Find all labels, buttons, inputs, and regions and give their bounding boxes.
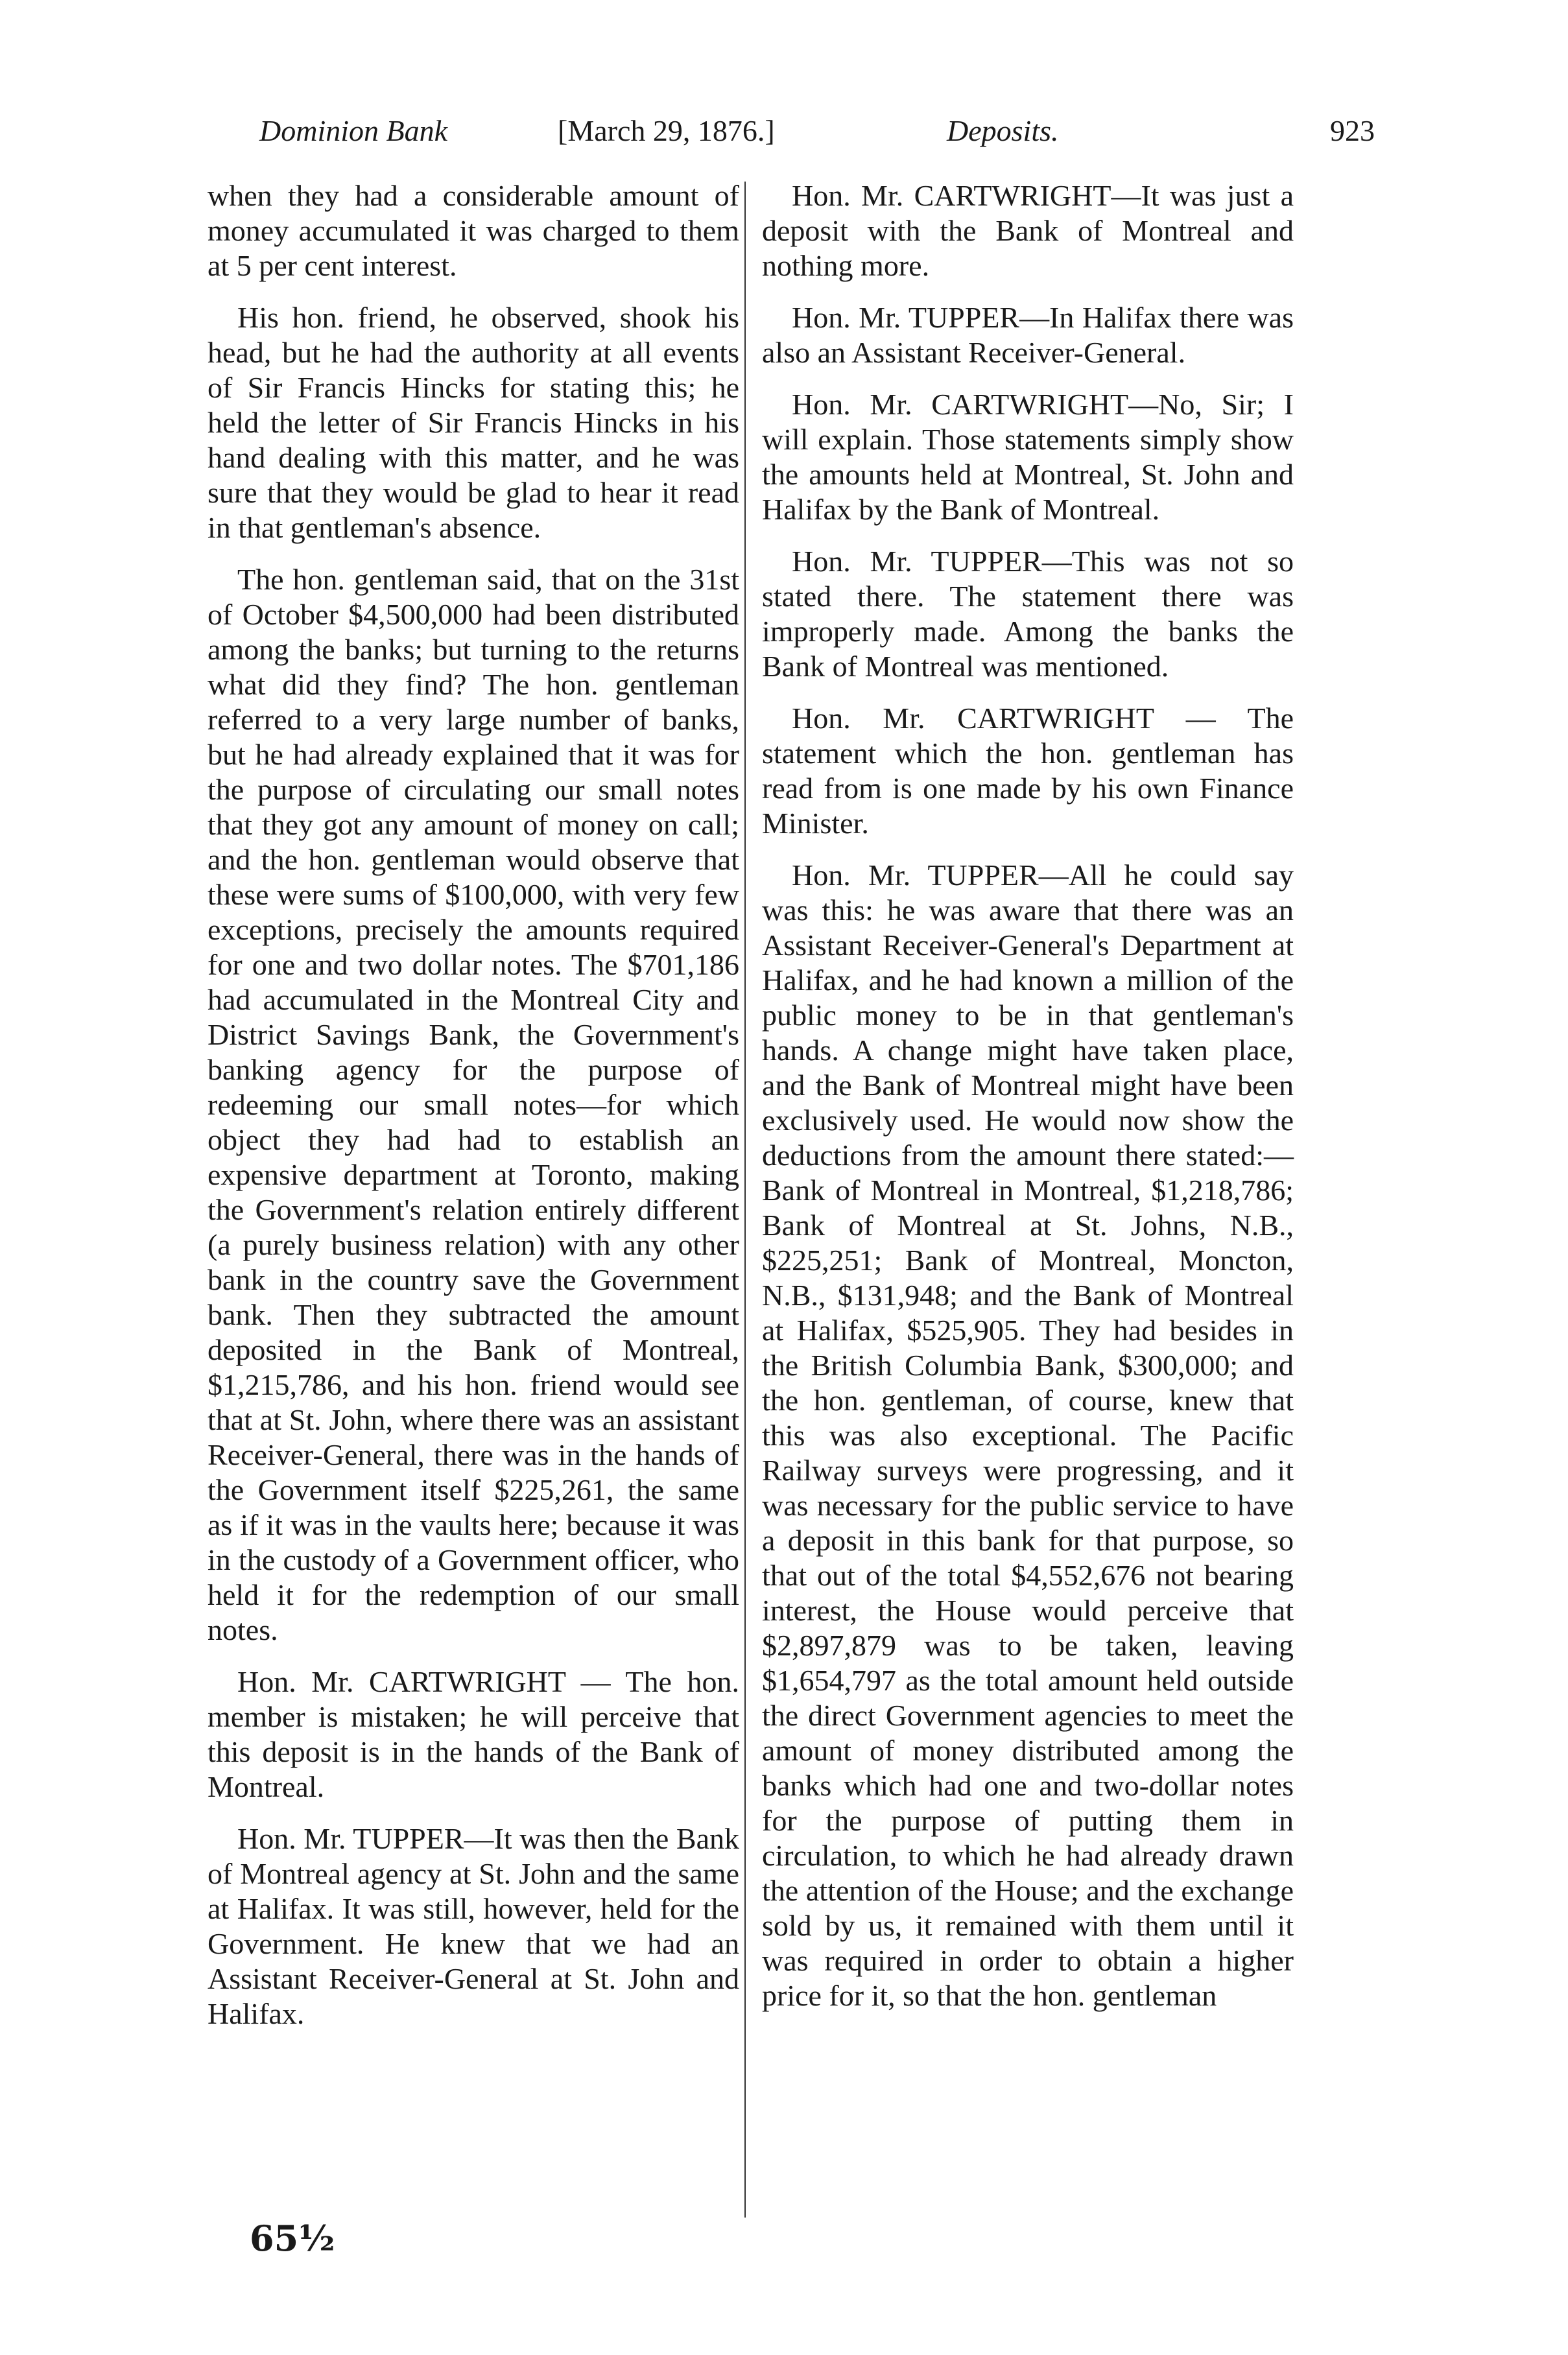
paragraph: Hon. Mr. CARTWRIGHT—It was just a deposit with the Bank of Montreal and nothing more.: [762, 179, 1294, 282]
left-column: [208, 178, 739, 2048]
right-column: [762, 178, 1294, 2030]
paragraph: Hon. Mr. CARTWRIGHT — The statement which the hon. gentleman has read from is one made by his own Finance Minister.: [762, 702, 1294, 840]
paragraph: Hon. Mr. CARTWRIGHT — The hon. member is mistaken; he will perceive that this deposit is in the hands of the Bank of Montreal.: [208, 1665, 739, 1803]
paragraph: Hon. Mr. TUPPER—All he could say was this: he was aware that there was an Assistant Receiver-General's Department at Halifax, and he had known a million of the public money to be in that gentleman's hands. A change might have taken place, and the Bank of Montreal might have been exclusively used. He would now show the deductions from the amount there stated:—Bank of Montreal in Montreal, $1,218,786; Bank of Montreal at St. Johns, N.B., $225,251; Bank of Montreal, Moncton, N.B., $131,948; and the Bank of Montreal at Halifax, $525,905. They had besides in the British Columbia Bank, $300,000; and the hon. gentleman, of course, knew that this was also exceptional. The Pacific Railway surveys were progressing, and it was necessary for the public service to have a deposit in this bank for that purpose, so that out of the total $4,552,676 not bearing interest, the House would perceive that $2,897,879 was to be taken, leaving $1,654,797 as the total amount held outside the direct Government agencies to meet the amount of money distributed among the banks which had one and two-dollar notes for the purpose of putting them in circulation, to which he had already drawn the attention of the House; and the exchange sold by us, it remained with them until it was required in order to obtain a higher price for it, so that the hon. gentleman: [762, 858, 1294, 2012]
running-header: [195, 113, 1375, 159]
page-number: 923: [1330, 114, 1375, 147]
paragraph: Hon. Mr. TUPPER—It was then the Bank of Montreal agency at St. John and the same at Halifax. It was still, however, held for the Government. He knew that we had an Assistant Receiver-General at St. John and Halifax.: [208, 1822, 739, 2030]
header-topic: Deposits.: [947, 114, 1059, 147]
paragraph: Hon. Mr. TUPPER—This was not so stated there. The statement there was improperly made. Among the banks the Bank of Montreal was mentioned.: [762, 545, 1294, 683]
header-date: [March 29, 1876.]: [558, 114, 775, 147]
paragraph: Hon. Mr. CARTWRIGHT—No, Sir; I will explain. Those statements simply show the amounts held at Montreal, St. John and Halifax by the Bank of Montreal.: [762, 388, 1294, 526]
header-section-title: Dominion Bank: [259, 114, 448, 147]
paragraph: The hon. gentleman said, that on the 31st of October $4,500,000 had been distributed among the banks; but turning to the returns what did they find? The hon. gentleman referred to a very large number of banks, but he had already explained that it was for the purpose of circulating our small notes that they got any amount of money on call; and the hon. gentleman would observe that these were sums of $100,000, with very few exceptions, precisely the amounts required for one and two dollar notes. The $701,186 had accumulated in the Montreal City and District Savings Bank, the Government's banking agency for the purpose of redeeming our small notes—for which object they had had to establish an expensive department at Toronto, making the Government's relation entirely different (a purely business relation) with any other bank in the country save the Government bank. Then they subtracted the amount deposited in the Bank of Montreal, $1,215,786, and his hon. friend would see that at St. John, where there was an assistant Receiver-General, there was in the hands of the Government itself $225,261, the same as if it was in the vaults here; because it was in the custody of a Government officer, who held it for the redemption of our small notes.: [208, 563, 739, 1646]
paragraph: when they had a considerable amount of money accumulated it was charged to them at 5 per cent interest.: [208, 179, 739, 282]
signature-mark: 65½: [250, 2218, 335, 2259]
paragraph: His hon. friend, he observed, shook his head, but he had the authority at all events of Sir Francis Hincks for stating this; he held the letter of Sir Francis Hincks in his hand dealing with this matter, and he was sure that they would be glad to hear it read in that gentleman's absence.: [208, 301, 739, 544]
paragraph: Hon. Mr. TUPPER—In Halifax there was also an Assistant Receiver-General.: [762, 301, 1294, 369]
column-divider: [744, 182, 746, 2218]
